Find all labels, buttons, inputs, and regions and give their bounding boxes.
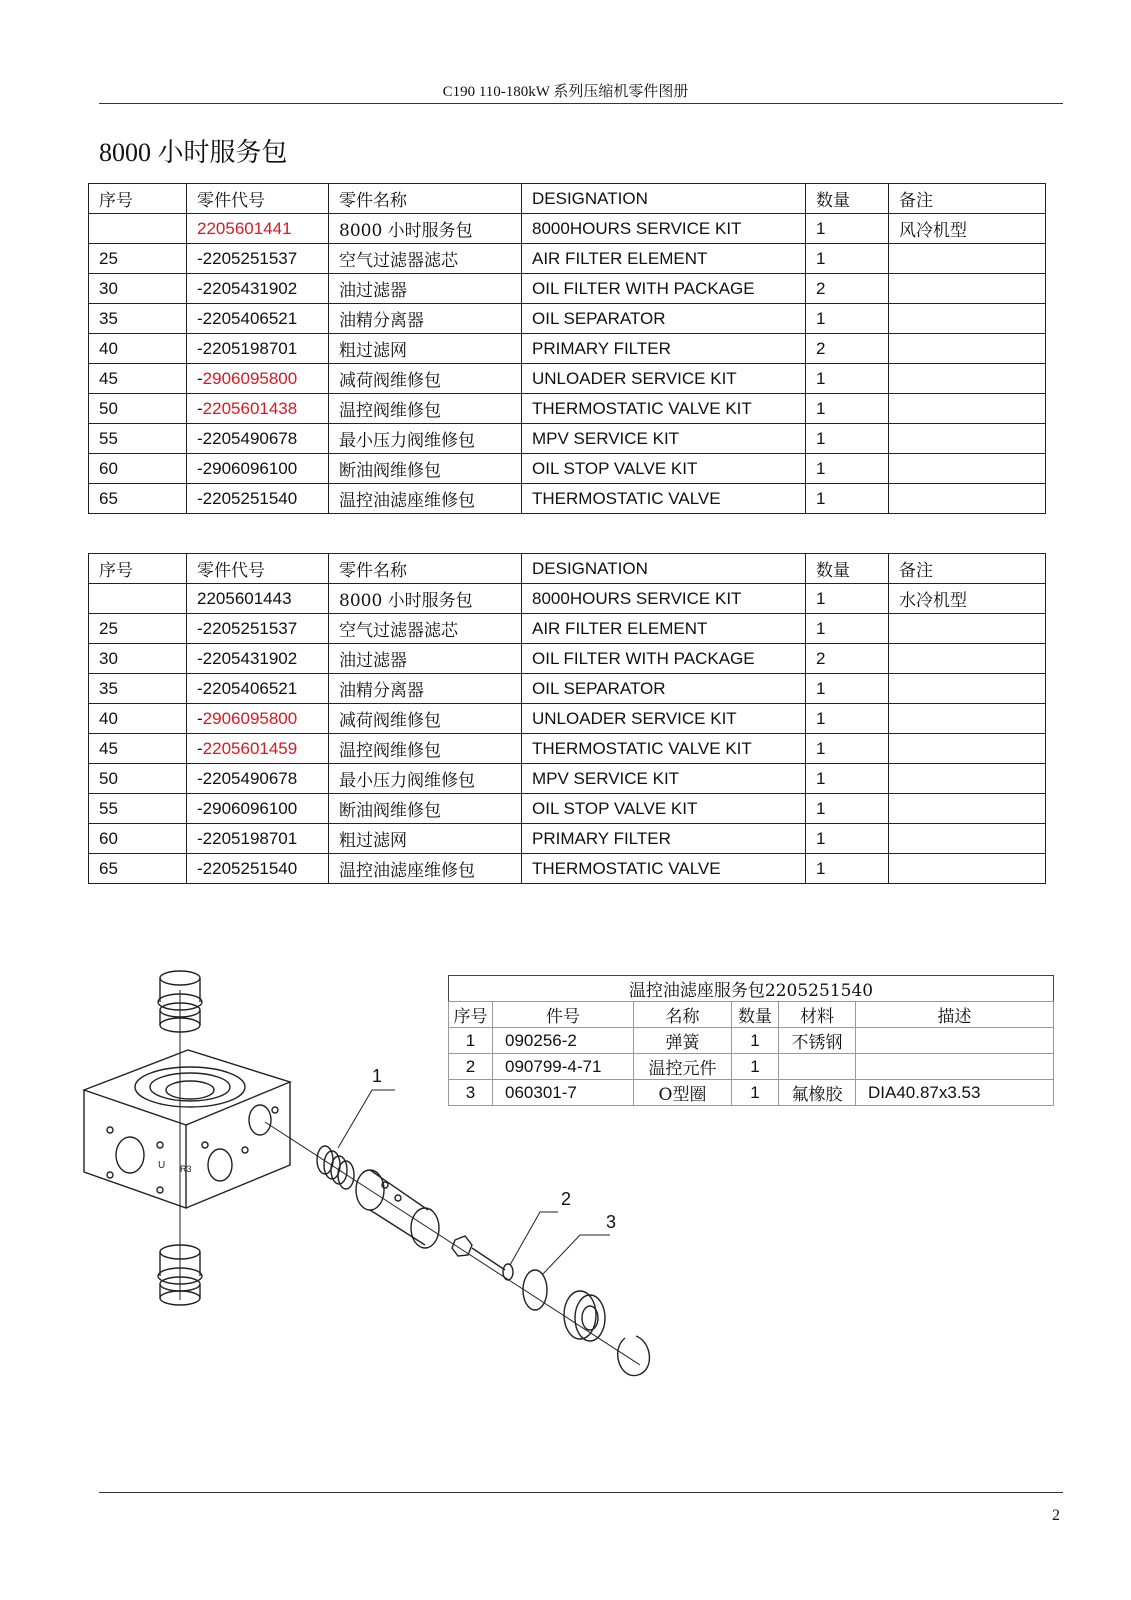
kit-cell-name: O型圈	[634, 1080, 732, 1106]
kit-table-title: 温控油滤座服务包2205251540	[449, 976, 1054, 1002]
cell-designation: OIL STOP VALVE KIT	[522, 454, 806, 484]
cell-part-number	[187, 394, 329, 424]
cell-part-name: 8000 小时服务包	[329, 584, 522, 614]
column-header: DESIGNATION	[522, 184, 806, 214]
cell-quantity: 2	[806, 644, 889, 674]
cell-part-name: 粗过滤网	[329, 334, 522, 364]
cell-quantity: 1	[806, 584, 889, 614]
piston-icon	[564, 1291, 605, 1341]
cell-item-number: 50	[89, 394, 187, 424]
part-number-value: 2205251540	[202, 488, 298, 508]
cell-part-name: 温控阀维修包	[329, 394, 522, 424]
cell-quantity: 2	[806, 334, 889, 364]
kit-col-header: 序号	[449, 1002, 493, 1028]
cell-quantity: 1	[806, 394, 889, 424]
cell-quantity: 1	[806, 484, 889, 514]
parts-table-air-cooled	[88, 183, 1046, 514]
part-number-value: 2205601441	[197, 218, 292, 238]
table-row	[89, 614, 1046, 644]
cell-remark	[889, 304, 1046, 334]
part-number-prefix: -	[197, 278, 203, 298]
cell-quantity: 1	[806, 854, 889, 884]
kit-cell-description	[856, 1054, 1054, 1080]
part-number-value: 2205601459	[202, 738, 298, 758]
table-row	[89, 424, 1046, 454]
cell-quantity: 1	[806, 794, 889, 824]
table-row	[89, 304, 1046, 334]
column-header: 备注	[889, 184, 1046, 214]
column-header: 备注	[889, 554, 1046, 584]
part-number-prefix: -	[197, 368, 203, 388]
kit-col-header: 材料	[779, 1002, 856, 1028]
column-header: DESIGNATION	[522, 554, 806, 584]
cell-remark	[889, 794, 1046, 824]
cell-designation: AIR FILTER ELEMENT	[522, 614, 806, 644]
cell-item-number: 25	[89, 614, 187, 644]
part-number-value: 2205601443	[197, 588, 292, 608]
kit-cell-qty: 1	[732, 1028, 779, 1054]
part-number-value: 2205431902	[202, 648, 298, 668]
table-row	[89, 644, 1046, 674]
table-row	[89, 394, 1046, 424]
part-number-value: 2205251537	[202, 618, 298, 638]
cell-designation: THERMOSTATIC VALVE KIT	[522, 394, 806, 424]
cell-part-number	[187, 824, 329, 854]
column-header: 序号	[89, 184, 187, 214]
cell-part-number	[187, 304, 329, 334]
cell-designation: MPV SERVICE KIT	[522, 764, 806, 794]
cell-part-number	[187, 614, 329, 644]
cell-designation: PRIMARY FILTER	[522, 824, 806, 854]
kit-cell-description	[856, 1028, 1054, 1054]
part-number-prefix: -	[197, 708, 203, 728]
cell-remark	[889, 734, 1046, 764]
cell-part-number	[187, 364, 329, 394]
cell-designation: PRIMARY FILTER	[522, 334, 806, 364]
table-row	[89, 824, 1046, 854]
table-row	[89, 674, 1046, 704]
cell-quantity: 1	[806, 764, 889, 794]
cell-quantity: 1	[806, 674, 889, 704]
cell-item-number: 40	[89, 334, 187, 364]
kit-cell-qty: 1	[732, 1054, 779, 1080]
cell-designation: OIL FILTER WITH PACKAGE	[522, 644, 806, 674]
part-number-value: 2205198701	[202, 338, 298, 358]
cell-part-name: 油过滤器	[329, 274, 522, 304]
kit-cell-material: 氟橡胶	[779, 1080, 856, 1106]
kit-cell-name: 温控元件	[634, 1054, 732, 1080]
kit-col-header: 描述	[856, 1002, 1054, 1028]
table-row	[89, 244, 1046, 274]
cell-item-number: 55	[89, 424, 187, 454]
part-number-prefix: -	[197, 828, 203, 848]
part-number-prefix: -	[197, 458, 203, 478]
cell-remark	[889, 644, 1046, 674]
cell-part-name: 油精分离器	[329, 674, 522, 704]
callout-1: 1	[372, 1066, 383, 1086]
kit-cell-no: 2	[449, 1054, 493, 1080]
cell-remark: 风冷机型	[889, 214, 1046, 244]
cell-part-number	[187, 484, 329, 514]
part-number-prefix: -	[197, 648, 203, 668]
part-number-prefix: -	[197, 248, 203, 268]
part-number-prefix: -	[197, 618, 203, 638]
cell-item-number: 65	[89, 484, 187, 514]
cell-designation: THERMOSTATIC VALVE KIT	[522, 734, 806, 764]
callout-2: 2	[561, 1189, 572, 1209]
kit-cell-qty: 1	[732, 1080, 779, 1106]
cell-part-name: 断油阀维修包	[329, 454, 522, 484]
cell-designation: THERMOSTATIC VALVE	[522, 484, 806, 514]
cell-item-number: 40	[89, 704, 187, 734]
cell-remark	[889, 244, 1046, 274]
part-number-prefix: -	[197, 338, 203, 358]
part-number-value: 2205251537	[202, 248, 298, 268]
part-number-value: 2205198701	[202, 828, 298, 848]
part-number-prefix: -	[197, 858, 203, 878]
kit-col-header: 数量	[732, 1002, 779, 1028]
part-number-value: 2205406521	[202, 678, 298, 698]
cell-designation: OIL SEPARATOR	[522, 304, 806, 334]
cell-designation: OIL SEPARATOR	[522, 674, 806, 704]
table-row	[89, 794, 1046, 824]
cell-part-number	[187, 214, 329, 244]
cell-part-number	[187, 584, 329, 614]
block-marking-r3: R3	[180, 1164, 192, 1174]
table-row	[89, 334, 1046, 364]
kit-cell-material: 不锈钢	[779, 1028, 856, 1054]
cell-remark	[889, 854, 1046, 884]
column-header: 零件代号	[187, 184, 329, 214]
cell-part-number	[187, 854, 329, 884]
cell-designation: UNLOADER SERVICE KIT	[522, 704, 806, 734]
kit-cell-no: 1	[449, 1028, 493, 1054]
part-number-prefix: -	[197, 798, 203, 818]
part-number-value: 2906096100	[202, 458, 298, 478]
cell-item-number	[89, 214, 187, 244]
part-number-value: 2906095800	[202, 708, 298, 728]
exploded-view-diagram	[80, 970, 680, 1400]
part-number-prefix: -	[197, 308, 203, 328]
cell-part-number	[187, 334, 329, 364]
part-number-prefix: -	[197, 428, 203, 448]
cell-remark	[889, 484, 1046, 514]
cell-remark	[889, 704, 1046, 734]
cell-remark	[889, 614, 1046, 644]
part-number-prefix: -	[197, 738, 203, 758]
column-header: 零件名称	[329, 184, 522, 214]
cell-part-number	[187, 704, 329, 734]
cell-designation: UNLOADER SERVICE KIT	[522, 364, 806, 394]
cell-part-number	[187, 794, 329, 824]
thermostatic-element-icon	[356, 1170, 439, 1248]
cell-item-number: 60	[89, 454, 187, 484]
circlip-icon	[618, 1336, 650, 1376]
part-number-value: 2906096100	[202, 798, 298, 818]
cell-part-number	[187, 644, 329, 674]
part-number-value: 2906095800	[202, 368, 298, 388]
table-row	[89, 214, 1046, 244]
cell-item-number: 50	[89, 764, 187, 794]
cell-remark	[889, 364, 1046, 394]
part-number-prefix: -	[197, 398, 203, 418]
kit-cell-description: DIA40.87x3.53	[856, 1080, 1054, 1106]
cell-part-name: 最小压力阀维修包	[329, 424, 522, 454]
cell-part-name: 减荷阀维修包	[329, 704, 522, 734]
table-row	[89, 274, 1046, 304]
cell-designation: 8000HOURS SERVICE KIT	[522, 214, 806, 244]
column-header: 零件代号	[187, 554, 329, 584]
cell-remark	[889, 424, 1046, 454]
cell-remark	[889, 454, 1046, 484]
cell-quantity: 2	[806, 274, 889, 304]
table-row	[89, 854, 1046, 884]
header-rule	[99, 103, 1063, 104]
parts-table-water-cooled	[88, 553, 1046, 884]
cell-item-number	[89, 584, 187, 614]
kit-cell-name: 弹簧	[634, 1028, 732, 1054]
cell-quantity: 1	[806, 244, 889, 274]
cell-designation: THERMOSTATIC VALVE	[522, 854, 806, 884]
o-ring-icon	[523, 1270, 547, 1310]
cell-item-number: 35	[89, 674, 187, 704]
cell-remark	[889, 334, 1046, 364]
cell-quantity: 1	[806, 704, 889, 734]
cell-part-number	[187, 454, 329, 484]
table-row	[89, 484, 1046, 514]
kit-col-header: 名称	[634, 1002, 732, 1028]
cell-quantity: 1	[806, 614, 889, 644]
column-header: 数量	[806, 184, 889, 214]
cell-quantity: 1	[806, 824, 889, 854]
cell-item-number: 65	[89, 854, 187, 884]
cell-designation: 8000HOURS SERVICE KIT	[522, 584, 806, 614]
cell-remark	[889, 274, 1046, 304]
cell-item-number: 35	[89, 304, 187, 334]
cell-part-number	[187, 424, 329, 454]
kit-cell-part-no: 060301-7	[493, 1080, 634, 1106]
cell-part-name: 空气过滤器滤芯	[329, 614, 522, 644]
cell-part-number	[187, 244, 329, 274]
cell-remark	[889, 764, 1046, 794]
cell-part-name: 空气过滤器滤芯	[329, 244, 522, 274]
part-number-value: 2205490678	[202, 768, 298, 788]
table-row	[89, 764, 1046, 794]
cell-remark	[889, 394, 1046, 424]
part-number-prefix: -	[197, 678, 203, 698]
block-marking-u: U	[158, 1160, 166, 1171]
part-number-value: 2205251540	[202, 858, 298, 878]
manifold-block-icon	[84, 1050, 290, 1208]
callout-3: 3	[606, 1212, 617, 1232]
part-number-value: 2205490678	[202, 428, 298, 448]
table-row	[89, 364, 1046, 394]
cell-part-name: 温控阀维修包	[329, 734, 522, 764]
part-number-prefix: -	[197, 768, 203, 788]
column-header: 零件名称	[329, 554, 522, 584]
cell-item-number: 25	[89, 244, 187, 274]
part-number-value: 2205406521	[202, 308, 298, 328]
cell-quantity: 1	[806, 734, 889, 764]
part-number-value: 2205601438	[202, 398, 298, 418]
cell-quantity: 1	[806, 364, 889, 394]
table-row	[89, 704, 1046, 734]
cell-quantity: 1	[806, 424, 889, 454]
table-row	[89, 454, 1046, 484]
document-header-title: C190 110-180kW 系列压缩机零件图册	[442, 84, 689, 100]
cell-designation: MPV SERVICE KIT	[522, 424, 806, 454]
cell-quantity: 1	[806, 304, 889, 334]
cell-part-number	[187, 764, 329, 794]
cell-part-name: 油过滤器	[329, 644, 522, 674]
cell-item-number: 60	[89, 824, 187, 854]
kit-cell-part-no: 090256-2	[493, 1028, 634, 1054]
cell-remark	[889, 674, 1046, 704]
cell-part-name: 油精分离器	[329, 304, 522, 334]
cell-designation: AIR FILTER ELEMENT	[522, 244, 806, 274]
cell-part-name: 温控油滤座维修包	[329, 484, 522, 514]
kit-cell-material	[779, 1054, 856, 1080]
section-title: 8000 小时服务包	[99, 138, 288, 167]
table-row	[89, 734, 1046, 764]
cell-part-number	[187, 274, 329, 304]
cell-item-number: 55	[89, 794, 187, 824]
cell-part-name: 最小压力阀维修包	[329, 764, 522, 794]
cell-item-number: 30	[89, 274, 187, 304]
cell-part-name: 温控油滤座维修包	[329, 854, 522, 884]
cell-part-number	[187, 734, 329, 764]
table-header-row	[89, 554, 1046, 584]
column-header: 数量	[806, 554, 889, 584]
cell-item-number: 45	[89, 734, 187, 764]
cell-part-name: 粗过滤网	[329, 824, 522, 854]
kit-cell-no: 3	[449, 1080, 493, 1106]
cell-part-name: 8000 小时服务包	[329, 214, 522, 244]
cell-remark: 水冷机型	[889, 584, 1046, 614]
page-number: 2	[1052, 1507, 1060, 1524]
cell-part-name: 减荷阀维修包	[329, 364, 522, 394]
kit-cell-part-no: 090799-4-71	[493, 1054, 634, 1080]
part-number-prefix: -	[197, 488, 203, 508]
column-header: 序号	[89, 554, 187, 584]
cell-quantity: 1	[806, 214, 889, 244]
part-number-value: 2205431902	[202, 278, 298, 298]
cell-designation: OIL FILTER WITH PACKAGE	[522, 274, 806, 304]
cell-remark	[889, 824, 1046, 854]
valve-pin-icon	[452, 1236, 513, 1280]
cell-part-number	[187, 674, 329, 704]
table-header-row	[89, 184, 1046, 214]
cell-item-number: 45	[89, 364, 187, 394]
cell-designation: OIL STOP VALVE KIT	[522, 794, 806, 824]
footer-rule	[99, 1492, 1063, 1493]
cell-item-number: 30	[89, 644, 187, 674]
kit-col-header: 件号	[493, 1002, 634, 1028]
cell-quantity: 1	[806, 454, 889, 484]
cell-part-name: 断油阀维修包	[329, 794, 522, 824]
table-row	[89, 584, 1046, 614]
